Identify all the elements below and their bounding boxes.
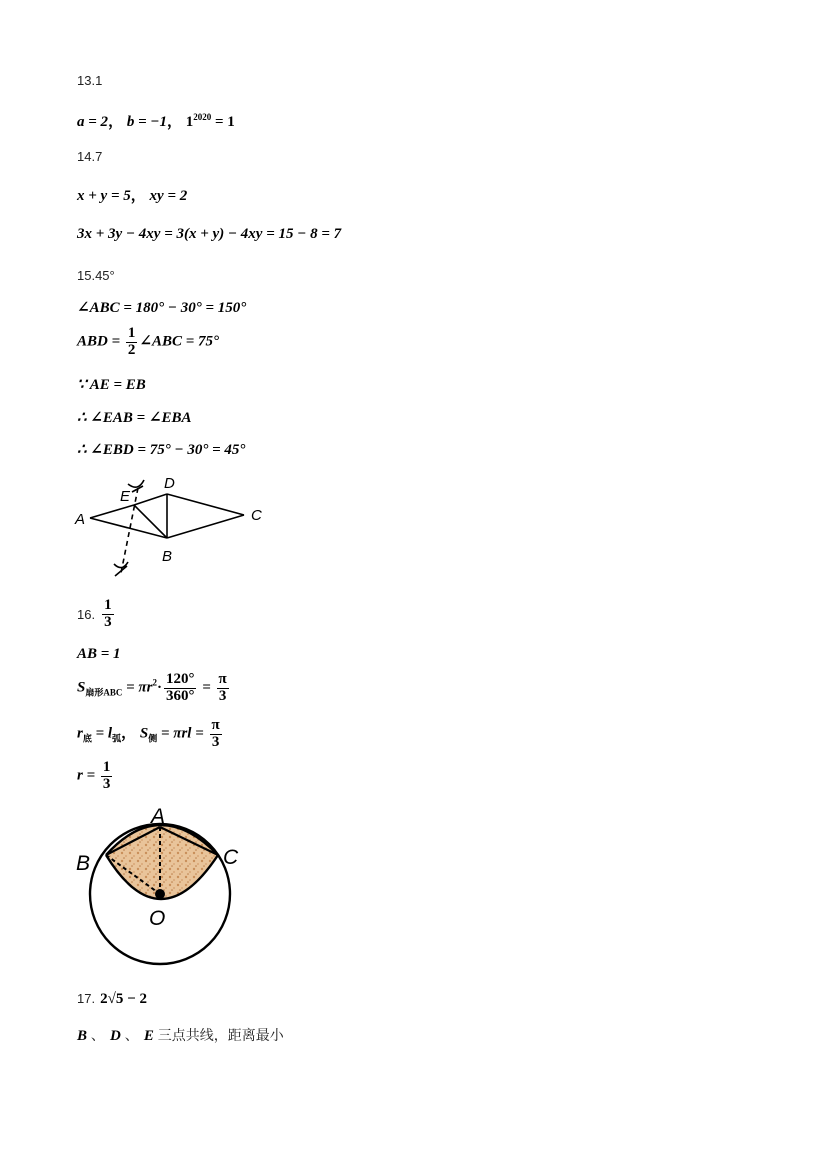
q13-sep2: ， <box>166 114 182 130</box>
q13-line1 <box>77 110 235 131</box>
q17-text: 三点共线，距离最小 <box>153 1027 284 1043</box>
q14-line1 <box>77 184 187 205</box>
q17-line1 <box>77 1025 284 1045</box>
q14-a: x + y = 5 <box>77 188 131 204</box>
q16-frac3-den: 3 <box>211 733 220 750</box>
q16-line2 <box>77 672 231 705</box>
q13-b: b = −1 <box>126 114 167 130</box>
q15-line-ae <box>90 505 134 518</box>
q16-r-sub: 底 <box>82 733 92 744</box>
q13-a: a = 2 <box>77 114 109 130</box>
q14-sep: ， <box>130 188 146 204</box>
q16-answer-den: 3 <box>104 613 112 630</box>
q16-label-c: C <box>223 846 239 869</box>
q15-label-a: A <box>75 511 86 528</box>
q17-answer: 2√5 − 2 <box>100 991 147 1007</box>
q16-frac2-num: π <box>218 671 227 687</box>
q15-figure <box>70 468 280 588</box>
q16-eq3: = πrl = <box>157 725 208 742</box>
q15-line4: ∴ ∠EAB = ∠EBA <box>77 410 192 426</box>
q15-line3: ∵ AE = EB <box>77 377 146 393</box>
q13-pow-exp: 2020 <box>193 112 212 122</box>
q17-sep2: 、 <box>120 1027 139 1043</box>
q16-line3 <box>77 718 224 751</box>
q15-arc-mark-top <box>128 480 144 492</box>
q16-frac3 <box>210 718 222 751</box>
q16-line1: AB = 1 <box>77 646 121 662</box>
q16-answer-num: 1 <box>104 597 112 613</box>
q15-line2-rhs: ∠ABC = 75° <box>139 333 220 350</box>
q16-line4 <box>77 760 114 793</box>
q16-frac1 <box>164 672 197 705</box>
q15-line-dc <box>167 494 244 515</box>
q16-frac4 <box>101 760 113 793</box>
q15-line2 <box>77 326 219 359</box>
q15-line2-lhs: ABD = <box>77 333 124 350</box>
q16-frac2 <box>217 672 229 705</box>
q16-frac4-num: 1 <box>102 759 111 775</box>
q17-number: 17. <box>77 991 96 1006</box>
q16-frac4-den: 3 <box>102 775 111 792</box>
q14-number: 14.7 <box>77 149 103 164</box>
q16-frac1-den: 360° <box>165 687 195 704</box>
q16-frac2-den: 3 <box>218 687 227 704</box>
q13-pow-base: 1 <box>185 114 194 130</box>
q16-center-point <box>155 889 165 899</box>
q16-figure <box>72 803 252 973</box>
q16-frac3-num: π <box>211 717 220 733</box>
q16-s2: S <box>139 725 149 742</box>
q16-s2-sub: 侧 <box>148 733 158 744</box>
q14-b: xy = 2 <box>149 188 188 204</box>
q14-line2: 3x + 3y − 4xy = 3(x + y) − 4xy = 15 − 8 = 7 <box>77 226 342 242</box>
q16-label-a: A <box>151 805 166 828</box>
q16-label-o: O <box>149 907 166 930</box>
q17-d: D <box>110 1028 121 1044</box>
q13-pow-rest: = 1 <box>211 114 235 130</box>
q16-s-sub: 扇形ABC <box>85 687 123 698</box>
q16-answer <box>102 598 114 631</box>
q15-label-d: D <box>164 475 175 492</box>
q17-e: E <box>143 1028 154 1044</box>
q15-fraction <box>126 326 138 359</box>
q16-eq2: = <box>198 679 215 696</box>
q15-line-bc <box>167 515 244 538</box>
q16-dot: · <box>156 679 162 696</box>
q15-line5: ∴ ∠EBD = 75° − 30° = 45° <box>77 442 246 458</box>
q16-s: S <box>77 679 86 696</box>
q15-label-e: E <box>120 488 131 505</box>
q16-eq: = πr <box>122 679 153 696</box>
q15-line-ed <box>134 494 167 505</box>
q15-label-b: B <box>162 548 173 565</box>
q16-sep: ， <box>121 725 137 742</box>
q16-header <box>77 598 116 631</box>
q17-header <box>77 988 147 1008</box>
q17-b: B <box>77 1028 88 1044</box>
q15-label-c: C <box>251 507 262 524</box>
q16-pow: 2 <box>152 677 157 688</box>
q13-number: 13.1 <box>77 73 103 88</box>
q16-number: 16. <box>77 606 96 622</box>
q16-frac1-num: 120° <box>165 671 195 687</box>
q15-frac-num: 1 <box>127 325 136 341</box>
q17-sep1: 、 <box>87 1027 105 1043</box>
q16-l-sub: 弧 <box>112 733 122 744</box>
q16-r: r <box>77 725 83 742</box>
q16-label-b: B <box>76 852 91 875</box>
q15-number: 15.45° <box>77 268 115 283</box>
q16-line4-lhs: r = <box>77 767 99 784</box>
q16-l-eq: = l <box>91 725 113 742</box>
q15-frac-den: 2 <box>127 341 136 358</box>
q15-line1: ∠ABC = 180° − 30° = 150° <box>77 300 247 316</box>
q13-sep1: ， <box>108 114 124 130</box>
